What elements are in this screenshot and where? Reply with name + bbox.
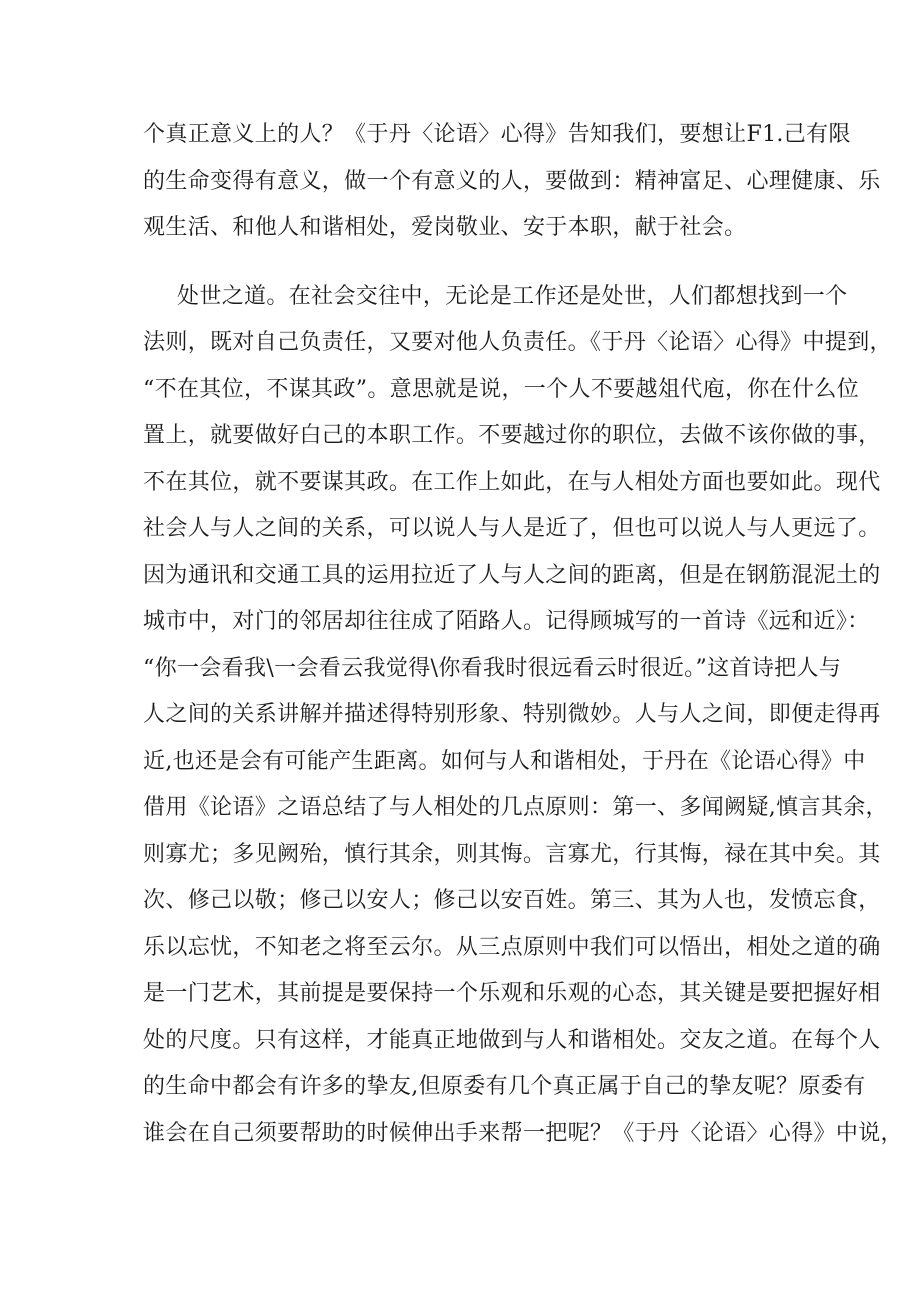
text-line: 处的尺度。只有这样，才能真正地做到与人和谐相处。交友之道。在每个人	[143, 1027, 881, 1053]
text-line: 的生命变得有意义，做一个有意义的人，要做到：精神富足、心理健康、乐	[143, 168, 881, 194]
text-line: 近,也还是会有可能产生距离。如何与人和谐相处，于丹在《论语心得》中	[143, 748, 866, 774]
text-line: 城市中，对门的邻居却往往成了陌路人。记得顾城写的一首诗《远和近》：	[143, 609, 870, 634]
text-line: 观生活、和他人和谐相处，爱岗敬业、安于本职，献于社会。	[143, 215, 747, 240]
text-line-indented: 处世之道。在社会交往中，无论是工作还是处世，人们都想找到一个	[177, 283, 848, 309]
text-line: 次、修己以敬；修己以安人；修己以安百姓。第三、其为人也，发愤忘食，	[143, 888, 881, 913]
paragraph-gap	[143, 252, 803, 274]
text-line: 则寡尤；多见阙殆，慎行其余，则其悔。言寡尤，行其悔，禄在其中矣。其	[143, 841, 881, 867]
text-line: 的生命中都会有许多的挚友,但原委有几个真正属于自己的挚友呢？原委有	[143, 1074, 866, 1099]
text-line: 不在其位，就不要谋其政。在工作上如此，在与人相处方面也要如此。现代	[143, 469, 881, 495]
body-text	[143, 112, 903, 1204]
paragraph-1	[143, 112, 881, 252]
text-line: 个真正意义上的人？《于丹〈论语〉心得》告知我们，要想让F1.己有限	[143, 122, 851, 147]
text-line	[143, 1157, 803, 1204]
text-line: “不在其位，不谋其政”。意思就是说，一个人不要越俎代庖，你在什么位	[143, 376, 860, 402]
text-line: 人之间的关系讲解并描述得特别形象、特别微妙。人与人之间，即便走得再	[143, 702, 881, 727]
text-line: 谁会在自己须要帮助的时候伸出手来帮一把呢？《于丹〈论语〉心得》中说，	[143, 1120, 903, 1146]
text-line: 法则，既对自己负责任，又要对他人负责任。《于丹〈论语〉心得》中提到，	[143, 330, 892, 355]
text-line: “你一会看我\一会看云我觉得\你看我时很远看云时很近。”这首诗把人与	[143, 655, 842, 681]
text-line: 乐以忘忧，不知老之将至云尔。从三点原则中我们可以悟出，相处之道的确	[143, 934, 881, 960]
text-line: 是一门艺术，其前提是要保持一个乐观和乐观的心态，其关键是要把握好相	[143, 981, 881, 1006]
text-line: 因为通讯和交通工具的运用拉近了人与人之间的距离，但是在钢筋混泥土的	[143, 562, 881, 588]
text-line: 置上，就要做好白己的本职工作。不要越过你的职位，去做不该你做的事，	[143, 423, 881, 448]
paragraph-2	[143, 274, 903, 1204]
text-line: 借用《论语》之语总结了与人相处的几点原则：第一、多闻阙疑,慎言其余，	[143, 795, 888, 820]
text-line: 社会人与人之间的关系，可以说人与人是近了，但也可以说人与人更远了。	[143, 516, 881, 541]
